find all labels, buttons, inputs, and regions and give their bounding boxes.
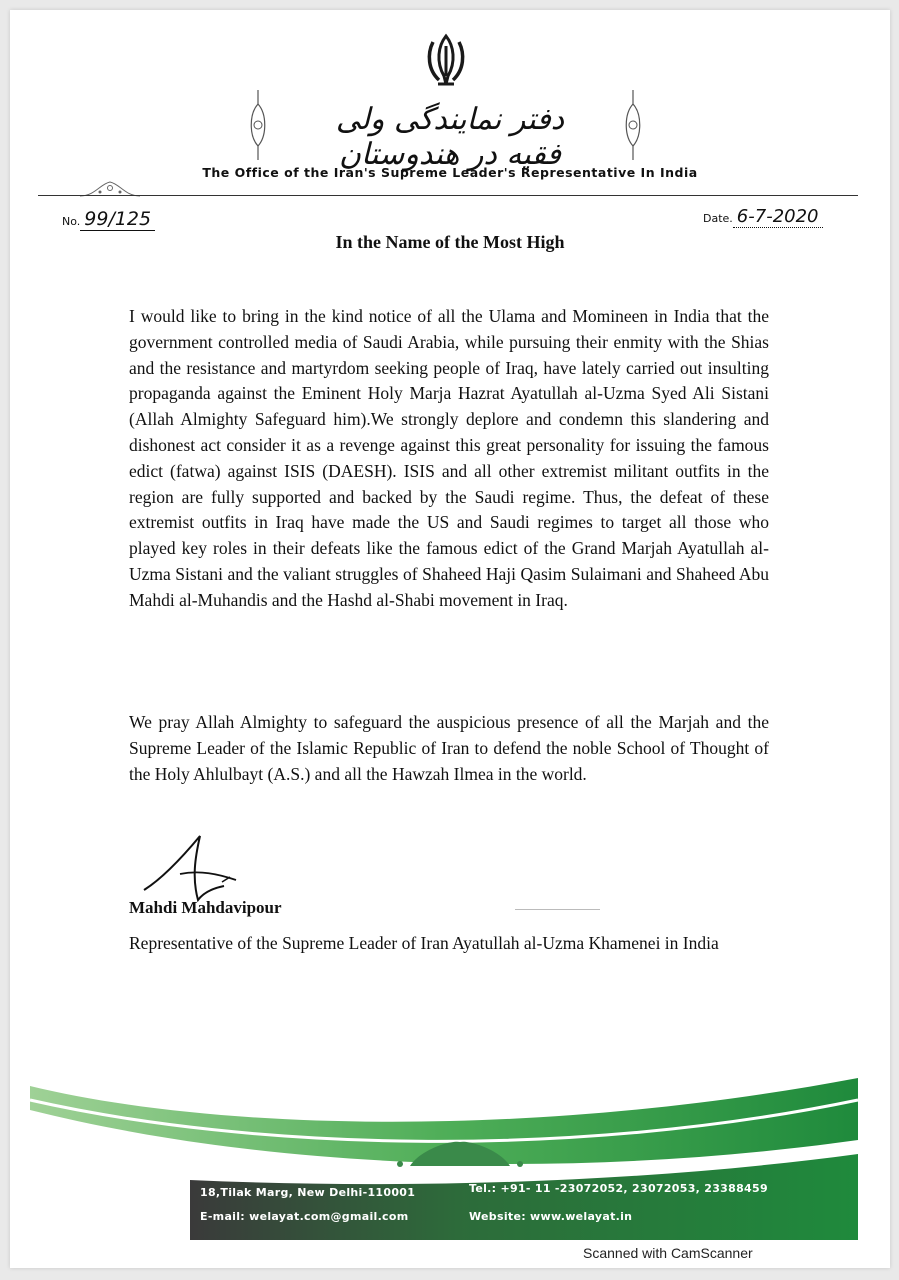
no-value: 99/125 bbox=[80, 208, 155, 231]
signer-title: Representative of the Supreme Leader of Iran Ayatullah al-Uzma Khamenei in India bbox=[129, 933, 719, 953]
footer-website: Website: www.welayat.in bbox=[469, 1210, 633, 1223]
body-paragraph-2: We pray Allah Almighty to safeguard the auspicious presence of all the Marjah and the Supreme Leader of the Islamic Republic of Iran to defend the noble School of Thought of the Holy Ahlulbayt (A.S.) and all the Hawzah Ilmea in the world. bbox=[129, 712, 769, 784]
footer-email: E-mail: welayat.com@gmail.com bbox=[200, 1210, 409, 1223]
letter-date bbox=[703, 206, 823, 227]
office-name: The Office of the Iran's Supreme Leader's Representative In India bbox=[202, 165, 698, 180]
ornament-right-icon bbox=[622, 90, 644, 160]
date-label: Date. bbox=[703, 212, 733, 225]
signer-name: Mahdi Mahdavipour bbox=[129, 898, 282, 917]
iran-emblem-icon bbox=[424, 32, 468, 90]
reference-number bbox=[62, 208, 155, 230]
header-rule bbox=[38, 195, 858, 196]
scanner-watermark: Scanned with CamScanner bbox=[583, 1245, 753, 1261]
date-value: 6-7-2020 bbox=[733, 206, 823, 228]
footer-band bbox=[10, 1070, 890, 1240]
footer-tel: Tel.: +91- 11 -23072052, 23072053, 23388459 bbox=[469, 1182, 768, 1195]
no-label: No. bbox=[62, 215, 81, 228]
footer-address: 18,Tilak Marg, New Delhi-110001 bbox=[200, 1186, 416, 1199]
body-paragraph-1: I would like to bring in the kind notice of all the Ulama and Momineen in India that the government controlled media of Saudi Arabia, while pursuing their enmity with the Shias and the resistance and martyrdom seeking people of Iraq, have lately carried out insulting propaganda against the Eminent Holy Marja Hazrat Ayatullah al-Uzma Syed Ali Sistani (Allah Almighty Safeguard him).We strongly deplore and condemn this slandering and dishonest act consider it as a revenge against this great personality for issuing the famous edict (fatwa) against ISIS (DAESH). ISIS and all other extremist militant outfits in the region are fully supported and backed by the Saudi regime. Thus, the defeat of these extremist outfits in Iraq have made the US and Saudi regimes to target all those who played key roles in their defeats like the famous edict of the Grand Marjah Ayatullah al-Uzma Sistani and the valiant struggles of Shaheed Haji Qasim Sulaimani and Shaheed Abu Mahdi al-Muhandis and the Hashd al-Shabi movement in Iraq. bbox=[129, 306, 769, 610]
ornament-left-icon bbox=[247, 90, 269, 160]
letter-page bbox=[10, 10, 890, 1268]
letter-heading: In the Name of the Most High bbox=[335, 232, 565, 252]
farsi-title: دفتر نمایندگی ولی فقیه در هندوستان bbox=[335, 102, 565, 172]
faint-line bbox=[515, 909, 600, 910]
